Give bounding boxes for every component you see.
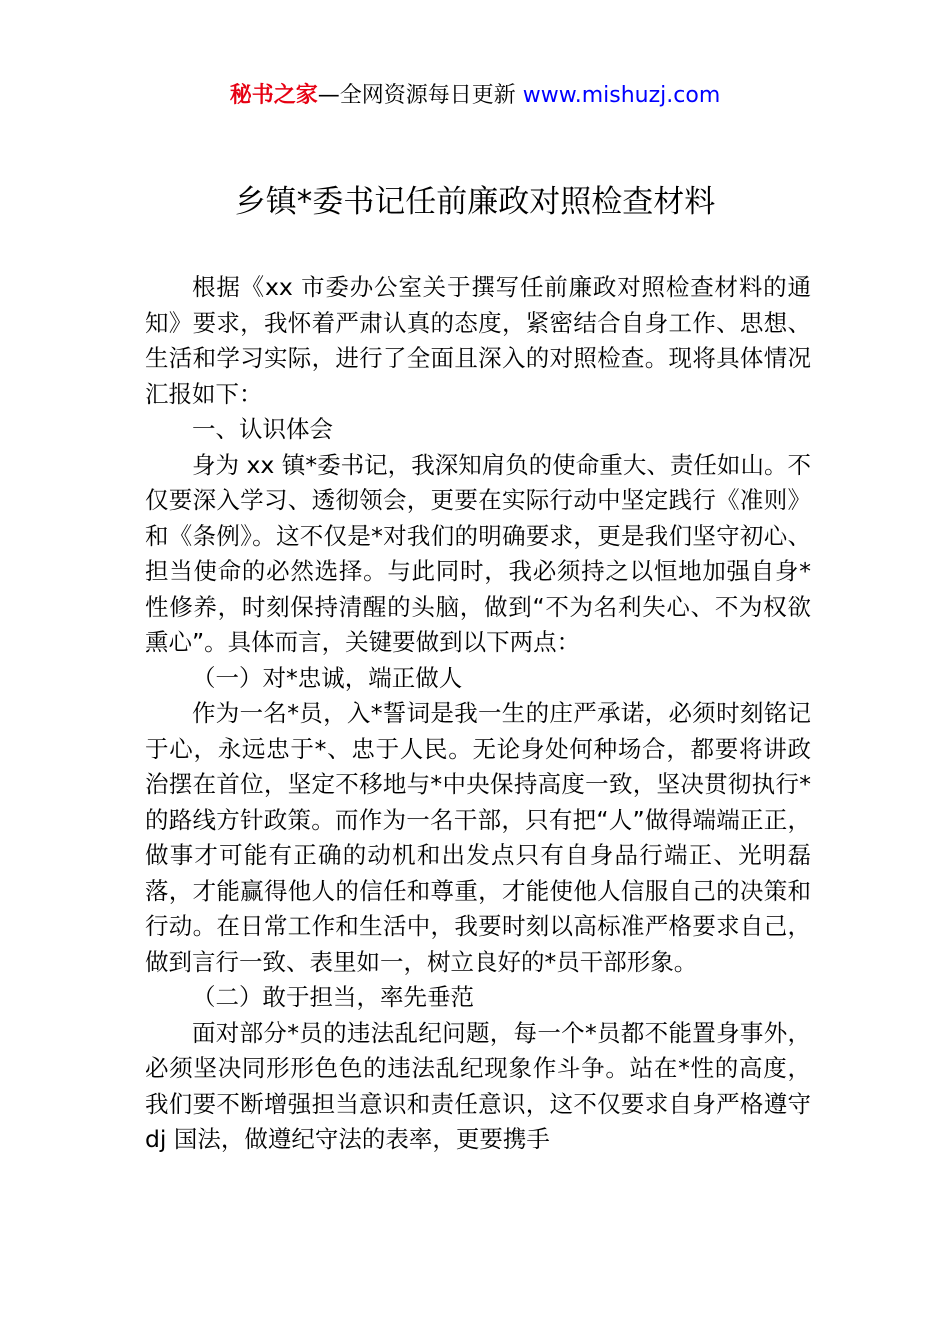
document-title: 乡镇*委书记任前廉政对照检查材料 [234, 184, 716, 220]
subsection-heading-1: （一）对*忠诚，端正做人 [192, 663, 463, 692]
document-body [145, 270, 811, 1158]
site-url-link[interactable]: www.mishuzj.com [522, 83, 721, 108]
site-header [0, 82, 950, 110]
paragraph-subsection-2: 面对部分*员的违法乱纪问题，每一个*员都不能置身事外，必须坚决同形形色色的违法乱纪现象作斗争。站在*性的高度，我们要不断增强担当意识和责任意识，这不仅要求自身严格遵守 dj 国法，做遵纪守法的表率，更要携手 [145, 1018, 811, 1153]
paragraph-subsection-1: 作为一名*员，入*誓词是我一生的庄严承诺，必须时刻铭记于心，永远忠于*、忠于人民。无论身处何种场合，都要将讲政治摆在首位，坚定不移地与*中央保持高度一致，坚决贯彻执行*的路线方针政策。而作为一名干部，只有把“人”做得端端正正，做事才可能有正确的动机和出发点只有自身品行端正、光明磊落，才能赢得他人的信任和尊重，才能使他人信服自己的决策和行动。在日常工作和生活中，我要时刻以高标准严格要求自己，做到言行一致、表里如一，树立良好的*员干部形象。 [145, 699, 811, 976]
paragraph-section-1: 身为 xx 镇*委书记，我深知肩负的使命重大、责任如山。不仅要深入学习、透彻领会，更要在实际行动中坚定践行《准则》和《条例》。这不仅是*对我们的明确要求，更是我们坚守初心、担当使命的必然选择。与此同时，我必须持之以恒地加强自身*性修养，时刻保持清醒的头脑，做到“不为名利失心、不为权欲熏心”。具体而言，关键要做到以下两点： [145, 450, 811, 656]
section-heading-1: 一、认识体会 [192, 415, 333, 443]
site-brand: 秘书之家 [229, 83, 318, 108]
site-tagline: —全网资源每日更新 [317, 83, 516, 108]
paragraph-intro: 根据《xx 市委办公室关于撰写任前廉政对照检查材料的通知》要求，我怀着严肃认真的态度，紧密结合自身工作、思想、生活和学习实际，进行了全面且深入的对照检查。现将具体情况汇报如下： [145, 273, 811, 408]
subsection-heading-2: （二）敢于担当，率先垂范 [192, 983, 474, 1011]
